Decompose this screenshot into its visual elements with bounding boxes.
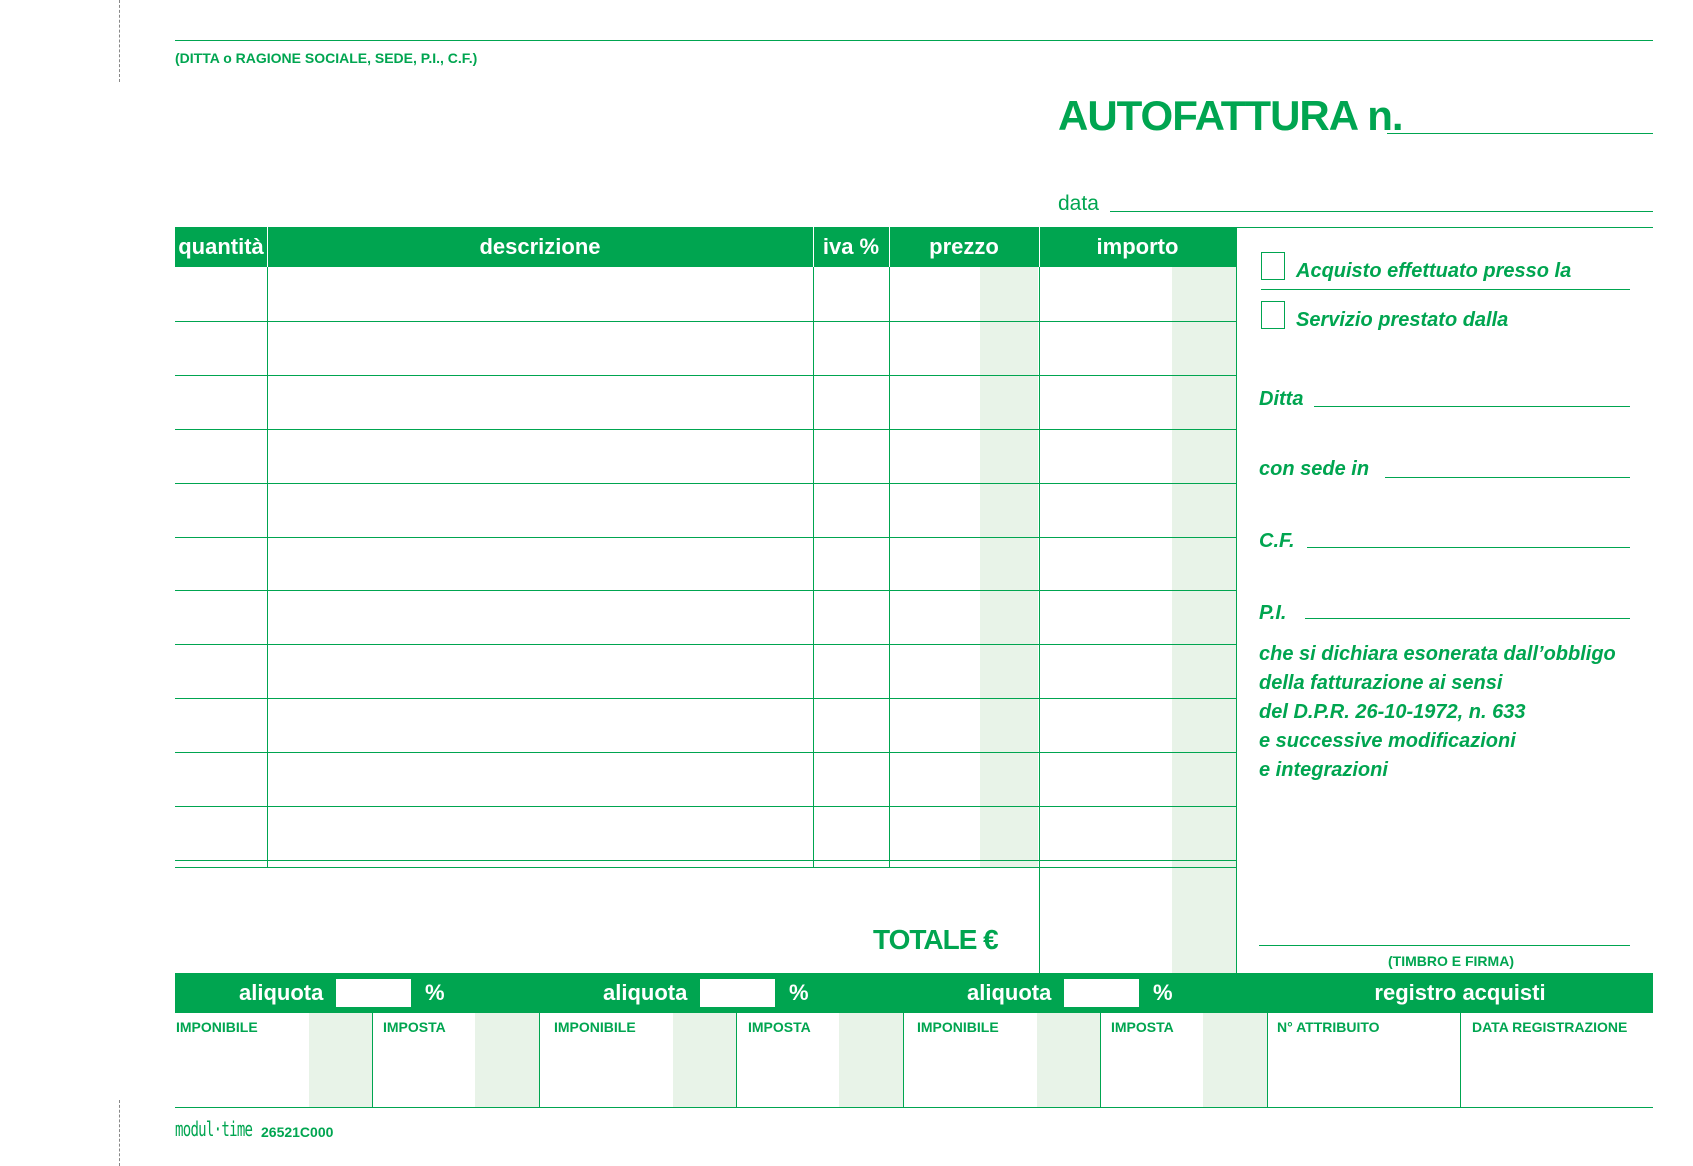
col-importo-line	[1236, 227, 1237, 973]
imposta-shade	[839, 1013, 903, 1107]
cf-line[interactable]	[1307, 547, 1630, 548]
cell-sep	[1460, 1013, 1461, 1107]
cell-sep	[372, 1013, 373, 1107]
imposta-label-2: IMPOSTA	[748, 1019, 811, 1035]
aliquota-label-1: aliquota	[239, 980, 324, 1005]
imponibile-label-1: IMPONIBILE	[176, 1019, 258, 1035]
declaration-line: del D.P.R. 26-10-1972, n. 633	[1259, 701, 1526, 723]
aliquota-label-2: aliquota	[603, 980, 688, 1005]
imposta-shade	[1203, 1013, 1267, 1107]
checkbox-acquisto-line	[1261, 289, 1630, 290]
imposta-label-3: IMPOSTA	[1111, 1019, 1174, 1035]
imponibile-label-2: IMPONIBILE	[554, 1019, 636, 1035]
stamp-label: (TIMBRO E FIRMA)	[1388, 953, 1514, 969]
declaration-line: della fatturazione ai sensi	[1259, 672, 1503, 694]
cf-label: C.F.	[1259, 530, 1295, 552]
table-row[interactable]	[175, 860, 1236, 861]
col-quantita: quantità	[178, 234, 264, 259]
ditta-line[interactable]	[1314, 406, 1630, 407]
table-row[interactable]	[175, 375, 1236, 376]
top-rule	[175, 40, 1653, 41]
side-top-rule	[1236, 227, 1653, 228]
cell-sep	[736, 1013, 737, 1107]
date-label: data	[1058, 192, 1099, 215]
signature-line[interactable]	[1259, 945, 1630, 946]
imposta-shade	[475, 1013, 539, 1107]
bottom-rule	[175, 1107, 1653, 1108]
percent-sign-2: %	[789, 980, 809, 1005]
data-registrazione-label: DATA REGISTRAZIONE	[1472, 1019, 1628, 1035]
col-prezzo-line	[1039, 267, 1040, 973]
declaration-line: e integrazioni	[1259, 759, 1388, 781]
table-row[interactable]	[175, 644, 1236, 645]
table-row[interactable]	[175, 483, 1236, 484]
table-bottom-rule	[175, 867, 1236, 868]
col-iva-line	[889, 267, 890, 867]
declaration-line: che si dichiara esonerata dall’obbligo	[1259, 643, 1616, 665]
aliquota-input-2[interactable]	[700, 979, 775, 1007]
registro-label: registro acquisti	[1374, 980, 1546, 1005]
checkbox-acquisto-label: Acquisto effettuato presso la	[1296, 260, 1572, 282]
table-row[interactable]	[175, 752, 1236, 753]
cell-sep	[539, 973, 540, 1107]
declaration-line: e successive modificazioni	[1259, 730, 1516, 752]
imponibile-label-3: IMPONIBILE	[917, 1019, 999, 1035]
col-importo: importo	[1096, 234, 1179, 259]
col-descrizione-line	[813, 267, 814, 867]
table-row[interactable]	[175, 321, 1236, 322]
col-prezzo: prezzo	[929, 234, 999, 259]
table-row[interactable]	[175, 698, 1236, 699]
brand-logo: modul·time	[175, 1117, 253, 1141]
company-hint: (DITTA o RAGIONE SOCIALE, SEDE, P.I., C.F.)	[175, 50, 478, 66]
aliquota-input-3[interactable]	[1064, 979, 1139, 1007]
table-row[interactable]	[175, 429, 1236, 430]
checkbox-acquisto[interactable]	[1261, 252, 1285, 280]
sede-line[interactable]	[1385, 477, 1630, 478]
imponibile-shade	[673, 1013, 737, 1107]
pi-line[interactable]	[1305, 618, 1630, 619]
col-iva: iva %	[822, 234, 880, 259]
percent-sign-3: %	[1153, 980, 1173, 1005]
imposta-label-1: IMPOSTA	[383, 1019, 446, 1035]
invoice-number-line[interactable]	[1387, 133, 1653, 134]
cell-sep	[1100, 1013, 1101, 1107]
invoice-title: AUTOFATTURA n.	[1058, 92, 1403, 139]
imponibile-shade	[1037, 1013, 1101, 1107]
total-label: TOTALE €	[873, 924, 998, 955]
pi-label: P.I.	[1259, 602, 1287, 624]
table-row[interactable]	[175, 806, 1236, 807]
checkbox-servizio-label: Servizio prestato dalla	[1296, 309, 1509, 331]
prezzo-shade	[980, 267, 1038, 867]
col-descrizione: descrizione	[479, 234, 601, 259]
table-row[interactable]	[175, 590, 1236, 591]
n-attribuito-label: N° ATTRIBUITO	[1277, 1019, 1380, 1035]
aliquota-label-3: aliquota	[967, 980, 1052, 1005]
checkbox-servizio[interactable]	[1261, 301, 1285, 329]
cell-sep	[903, 973, 904, 1107]
ditta-label: Ditta	[1259, 388, 1304, 410]
date-line[interactable]	[1110, 211, 1653, 212]
percent-sign-1: %	[425, 980, 445, 1005]
perforation-top	[119, 0, 120, 82]
imponibile-shade	[309, 1013, 373, 1107]
sede-label: con sede in	[1259, 458, 1370, 480]
table-row[interactable]	[175, 537, 1236, 538]
aliquota-input-1[interactable]	[336, 979, 411, 1007]
form-code: 26521C000	[261, 1124, 334, 1140]
col-quantita-line	[267, 267, 268, 867]
perforation-bottom	[119, 1100, 120, 1166]
declaration-text	[1259, 640, 1616, 785]
cell-sep	[1267, 973, 1268, 1107]
